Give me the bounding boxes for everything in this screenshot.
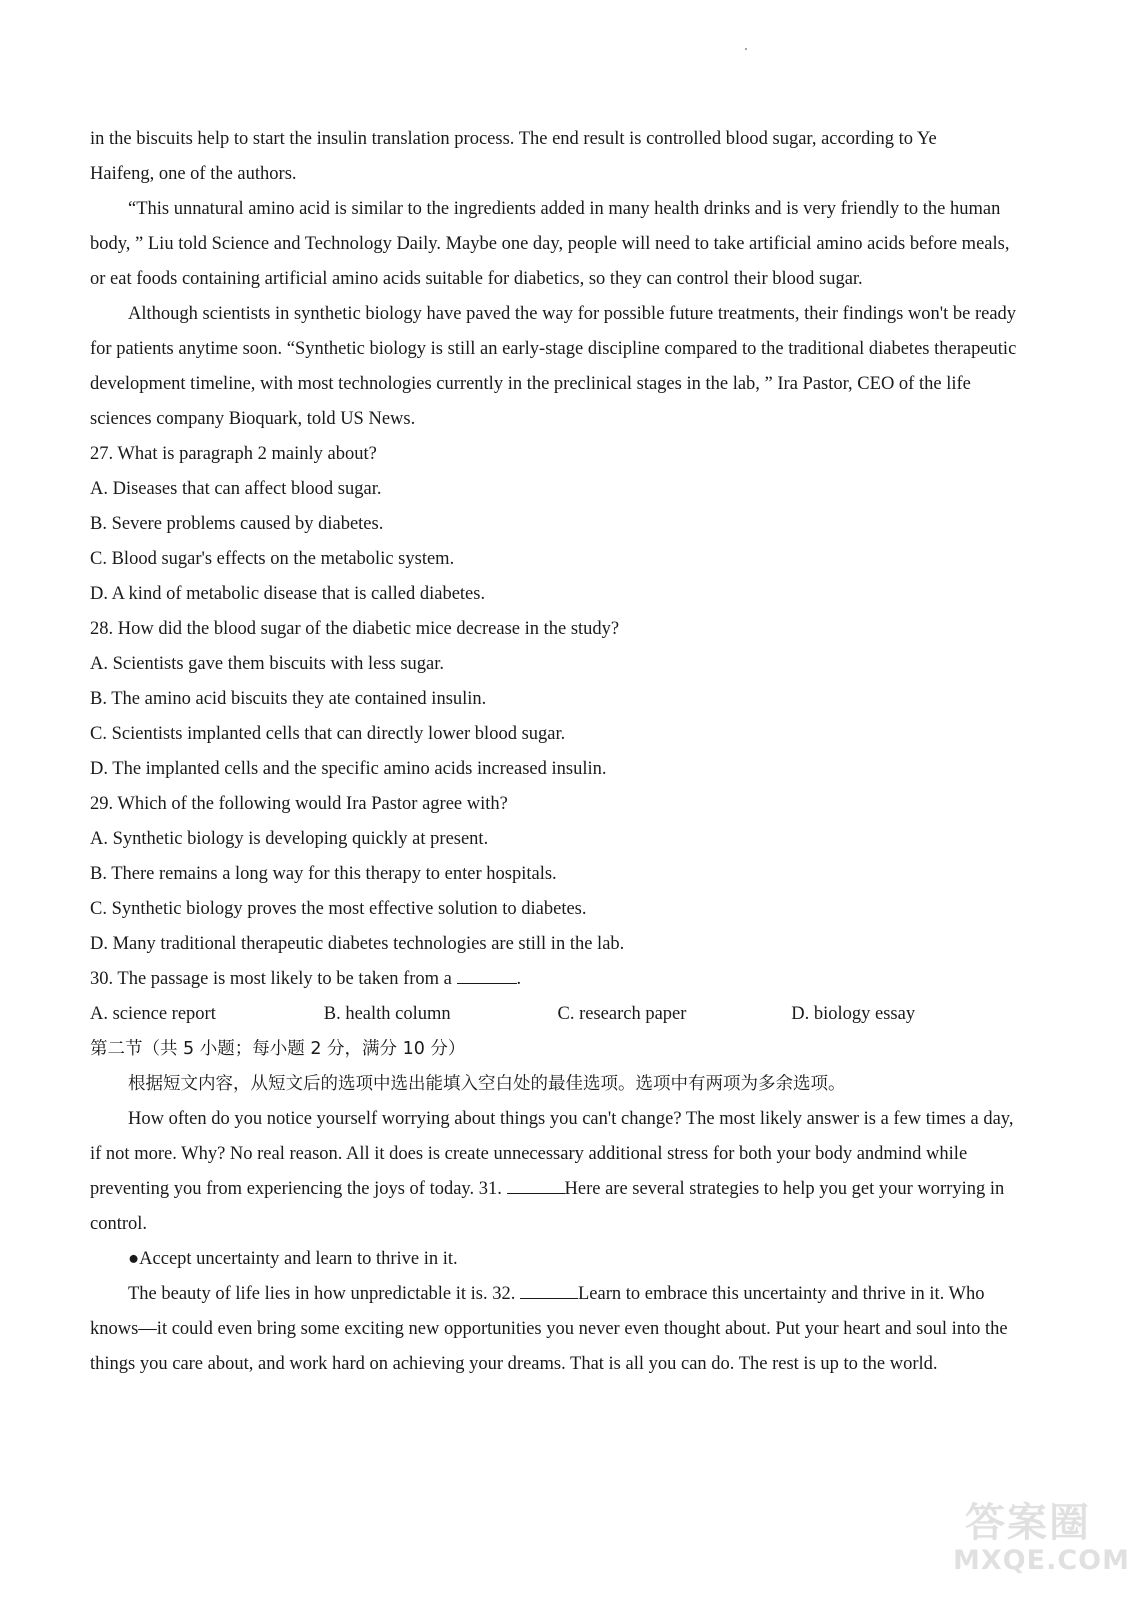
answer-option: D. Many traditional therapeutic diabetes technologies are still in the lab.	[90, 934, 625, 954]
passage-text: Learn to embrace this uncertainty and thrive in it. Who knows—it could even bring some exciting new opportunities you never even thought about. Put your heart and soul into the things you care about, and work hard on achieving your dreams. That is all you can do. The rest is up to the world.	[90, 1284, 1008, 1374]
question-stem: 28. How did the blood sugar of the diabetic mice decrease in the study?	[90, 619, 620, 639]
answer-option: C. research paper	[557, 1004, 687, 1024]
answer-option: A. Synthetic biology is developing quickly at present.	[90, 829, 489, 849]
passage-line: in the biscuits help to start the insulin translation process. The end result is controlled blood sugar, according to Ye	[90, 129, 937, 149]
answer-option: A. science report	[90, 1004, 216, 1024]
question-stem: 29. Which of the following would Ira Pastor agree with?	[90, 794, 508, 814]
answer-option: B. There remains a long way for this therapy to enter hospitals.	[90, 864, 557, 884]
section-heading: 第二节（共 5 小题；每小题 2 分，满分 10 分）	[90, 1039, 466, 1059]
bullet-heading: ●Accept uncertainty and learn to thrive in it.	[128, 1249, 458, 1269]
passage-text: Here are several strategies to help you get your worrying in control.	[90, 1179, 1005, 1234]
watermark-logo	[953, 1500, 1130, 1582]
answer-option: C. Scientists implanted cells that can directly lower blood sugar.	[90, 724, 566, 744]
answer-option: B. health column	[323, 1004, 451, 1024]
answer-option: D. The implanted cells and the specific amino acids increased insulin.	[90, 759, 607, 779]
answer-blank-32[interactable]	[520, 1281, 578, 1299]
question-stem-end: .	[516, 969, 522, 989]
passage-line: Haifeng, one of the authors.	[90, 164, 297, 184]
answer-option: A. Diseases that can affect blood sugar.	[90, 479, 382, 499]
answer-option: B. The amino acid biscuits they ate contained insulin.	[90, 689, 487, 709]
passage-paragraph: “This unnatural amino acid is similar to the ingredients added in many health drinks and is very friendly to the human body, ” Liu told Science and Technology Daily. Maybe one day, people will need to take artificial amino acids before meals, or eat foods containing artificial amino acids suitable for diabetics, so they can control their blood sugar.	[90, 199, 1010, 289]
answer-option: D. A kind of metabolic disease that is called diabetes.	[90, 584, 486, 604]
answer-option: C. Synthetic biology proves the most effective solution to diabetes.	[90, 899, 587, 919]
section-instruction: 根据短文内容，从短文后的选项中选出能填入空白处的最佳选项。选项中有两项为多余选项。	[128, 1074, 846, 1094]
passage-paragraph: Although scientists in synthetic biology have paved the way for possible future treatments, their findings won't be ready for patients anytime soon. “Synthetic biology is still an early-stage discipline compared to the traditional diabetes therapeutic development timeline, with most technologies currently in the preclinical stages in the lab, ” Ira Pastor, CEO of the life sciences company Bioquark, told US News.	[90, 304, 1017, 429]
passage-text: How often do you notice yourself worrying about things you can't change? The most likely answer is a few times a day, if not more. Why? No real reason. All it does is create unnecessary additional stress for both your body andmind while preventing you from experiencing the joys of today. 31.	[90, 1109, 1014, 1199]
question-stem	[90, 962, 1025, 997]
answer-option: B. Severe problems caused by diabetes.	[90, 514, 384, 534]
question-stem-text: 30. The passage is most likely to be taken from a	[90, 969, 457, 989]
passage-paragraph	[90, 1277, 1025, 1382]
answer-options-row	[90, 997, 1025, 1032]
speck-mark	[745, 48, 747, 50]
watermark-top-text: 答案圈	[965, 1500, 1091, 1546]
answer-option: C. Blood sugar's effects on the metabolic system.	[90, 549, 455, 569]
passage-text: The beauty of life lies in how unpredictable it is. 32.	[128, 1284, 520, 1304]
answer-blank-31[interactable]	[507, 1176, 565, 1194]
passage-paragraph	[90, 1102, 1025, 1242]
answer-blank[interactable]	[457, 966, 517, 984]
answer-option: A. Scientists gave them biscuits with less sugar.	[90, 654, 445, 674]
question-stem: 27. What is paragraph 2 mainly about?	[90, 444, 377, 464]
exam-page	[90, 122, 1025, 1382]
answer-option: D. biology essay	[791, 1004, 916, 1024]
watermark-bottom-text: MXQE.COM	[953, 1545, 1130, 1576]
